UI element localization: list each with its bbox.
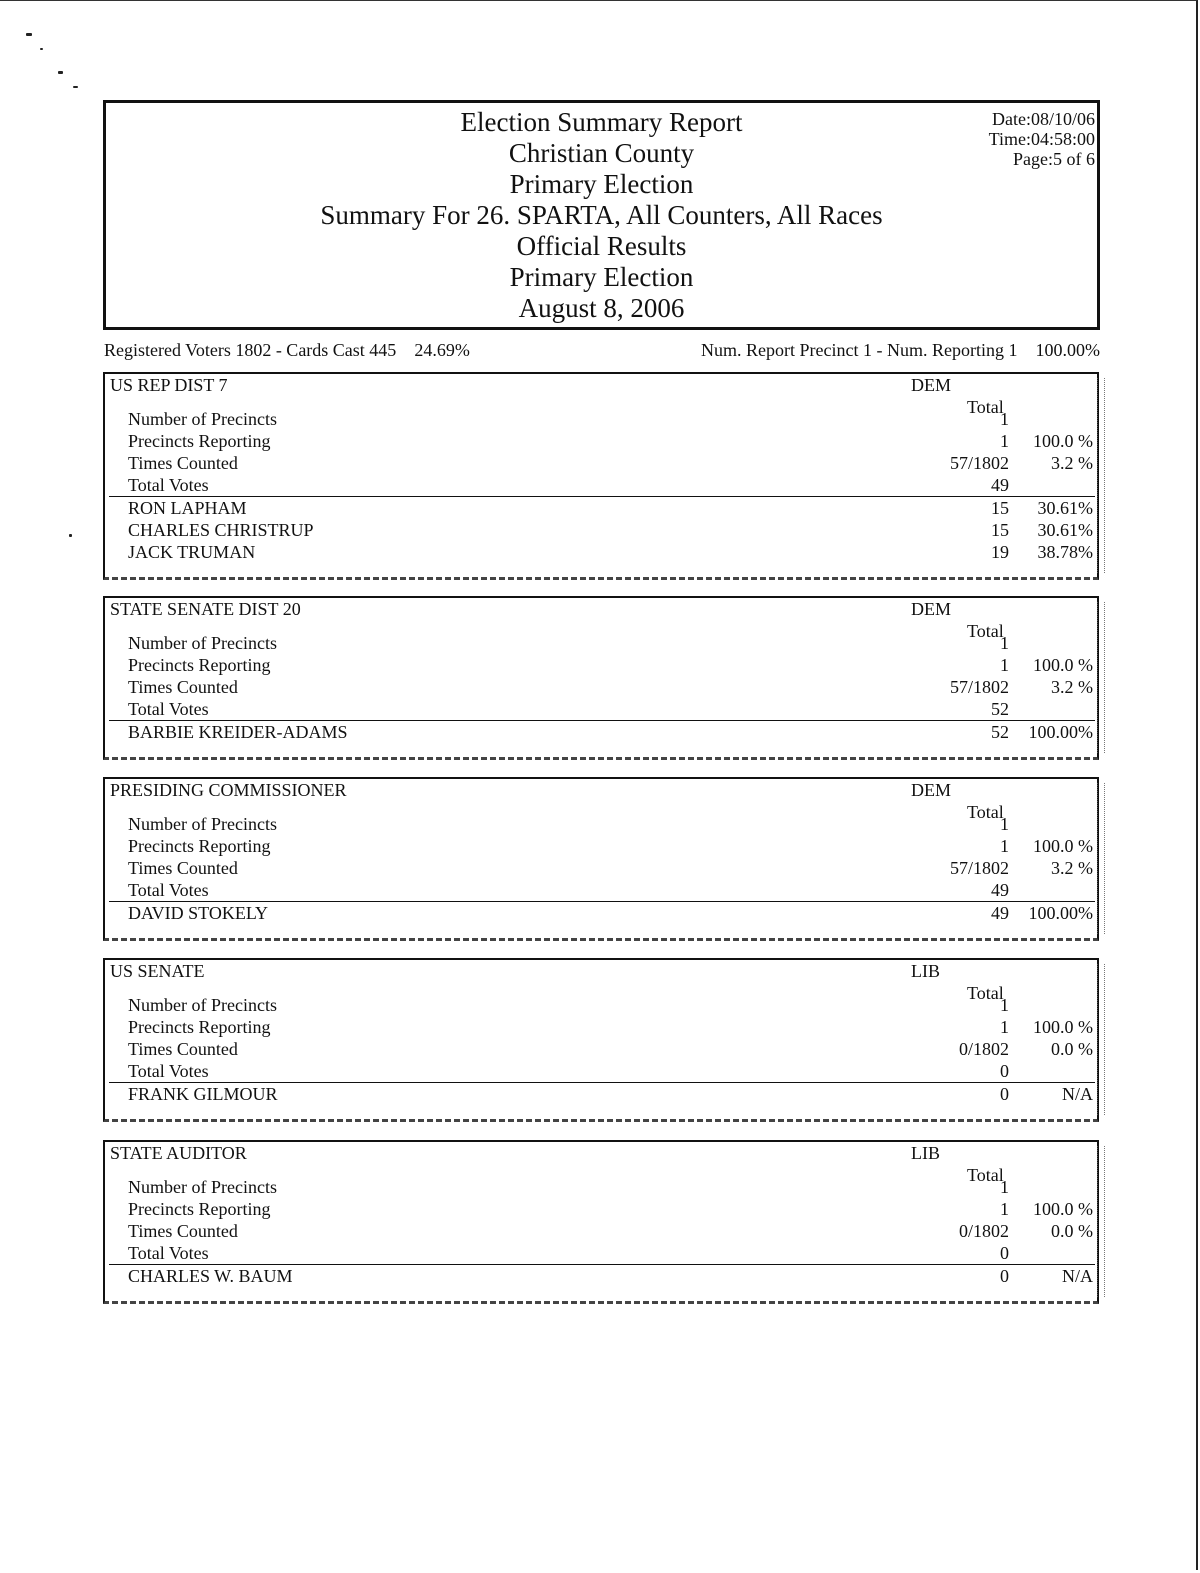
- stat-row: [105, 1220, 1097, 1242]
- stat-row: [105, 1038, 1097, 1060]
- candidate-votes: 0: [1000, 1266, 1009, 1286]
- candidate-row: [105, 902, 1097, 924]
- stat-value: 1: [1000, 409, 1009, 429]
- stat-value: 1: [1000, 1199, 1009, 1219]
- stat-pct: 100.0 %: [1033, 1017, 1093, 1037]
- stat-row: [105, 632, 1097, 654]
- candidate-votes: 52: [991, 722, 1009, 742]
- registered-voters-summary: [104, 340, 470, 361]
- stat-label: Times Counted: [128, 1039, 238, 1059]
- candidate-pct: 100.00%: [1028, 903, 1093, 923]
- candidate-row: [105, 519, 1097, 541]
- stat-label: Number of Precincts: [128, 1177, 277, 1197]
- candidate-name: RON LAPHAM: [128, 498, 247, 518]
- race-section: [103, 1140, 1099, 1304]
- candidate-row: [105, 497, 1097, 519]
- report-title-line: Summary For 26. SPARTA, All Counters, All Races: [320, 200, 883, 230]
- candidate-votes: 49: [991, 903, 1009, 923]
- stat-row: [105, 879, 1097, 901]
- race-party: DEM: [911, 375, 951, 395]
- candidate-votes: 19: [991, 542, 1009, 562]
- stat-row: [105, 1016, 1097, 1038]
- stat-value: 57/1802: [949, 453, 1009, 473]
- stat-value: 52: [991, 699, 1009, 719]
- stat-pct: 0.0 %: [1051, 1221, 1093, 1241]
- stat-value: 1: [1000, 431, 1009, 451]
- candidate-name: FRANK GILMOUR: [128, 1084, 278, 1104]
- stat-label: Times Counted: [128, 1221, 238, 1241]
- stat-row: [105, 430, 1097, 452]
- stat-label: Number of Precincts: [128, 995, 277, 1015]
- stat-pct: 3.2 %: [1051, 677, 1093, 697]
- race-title: PRESIDING COMMISSIONER: [110, 780, 347, 800]
- scan-speck: [58, 71, 63, 74]
- stat-value: 57/1802: [949, 858, 1009, 878]
- candidate-row: [105, 1265, 1097, 1287]
- stat-pct: 100.0 %: [1033, 431, 1093, 451]
- report-title-block: [106, 107, 1097, 324]
- race-title: US SENATE: [110, 961, 205, 981]
- stat-value: 1: [1000, 1177, 1009, 1197]
- stat-row: [105, 654, 1097, 676]
- stat-value: 0: [1000, 1061, 1009, 1081]
- stat-row: [105, 1176, 1097, 1198]
- report-title-line: August 8, 2006: [518, 293, 685, 323]
- stat-row: [105, 474, 1097, 496]
- race-title: STATE AUDITOR: [110, 1143, 247, 1163]
- race-section: [103, 958, 1099, 1122]
- candidate-row: [105, 721, 1097, 743]
- stat-pct: 100.0 %: [1033, 1199, 1093, 1219]
- stat-pct: 0.0 %: [1051, 1039, 1093, 1059]
- stat-label: Total Votes: [128, 1243, 209, 1263]
- report-meta: [989, 109, 1095, 169]
- report-time: Time:04:58:00: [988, 129, 1095, 149]
- stat-value: 1: [1000, 836, 1009, 856]
- race-total-header: Total: [967, 983, 1004, 1003]
- candidate-name: JACK TRUMAN: [128, 542, 256, 562]
- report-date: Date:08/10/06: [992, 109, 1095, 129]
- stat-pct: 100.0 %: [1033, 655, 1093, 675]
- race-total-header: Total: [967, 802, 1004, 822]
- race-title: US REP DIST 7: [110, 375, 228, 395]
- stat-value: 0/1802: [958, 1221, 1009, 1241]
- race-party: DEM: [911, 599, 951, 619]
- scan-speck: [73, 86, 78, 88]
- stat-value: 49: [991, 880, 1009, 900]
- registered-voters-pct: 24.69%: [414, 340, 470, 360]
- candidate-name: BARBIE KREIDER-ADAMS: [128, 722, 348, 742]
- candidate-row: [105, 1083, 1097, 1105]
- precinct-reporting-text: Num. Report Precinct 1 - Num. Reporting 1: [701, 340, 1018, 360]
- candidate-pct: 30.61%: [1037, 520, 1093, 540]
- report-title-line: Christian County: [508, 138, 695, 168]
- candidate-pct: 38.78%: [1037, 542, 1093, 562]
- race-total-header: Total: [967, 621, 1004, 641]
- race-party: LIB: [911, 961, 940, 981]
- report-title-line: Primary Election: [509, 169, 694, 199]
- race-title: STATE SENATE DIST 20: [110, 599, 301, 619]
- stat-value: 1: [1000, 1017, 1009, 1037]
- stat-value: 0/1802: [958, 1039, 1009, 1059]
- precinct-reporting-summary: [701, 340, 1100, 361]
- scan-speck: [69, 534, 72, 537]
- race-section: [103, 777, 1099, 941]
- scan-speck: [26, 33, 32, 36]
- stat-value: 1: [1000, 655, 1009, 675]
- candidate-votes: 15: [991, 498, 1009, 518]
- stat-label: Total Votes: [128, 699, 209, 719]
- stat-value: 49: [991, 475, 1009, 495]
- candidate-name: CHARLES W. BAUM: [128, 1266, 293, 1286]
- stat-label: Number of Precincts: [128, 633, 277, 653]
- report-page: Page:5 of 6: [1013, 149, 1095, 169]
- stat-pct: 100.0 %: [1033, 836, 1093, 856]
- candidate-name: CHARLES CHRISTRUP: [128, 520, 314, 540]
- candidate-pct: 100.00%: [1028, 722, 1093, 742]
- stat-label: Times Counted: [128, 858, 238, 878]
- stat-row: [105, 1242, 1097, 1264]
- stat-row: [105, 452, 1097, 474]
- stat-label: Total Votes: [128, 1061, 209, 1081]
- candidate-row: [105, 541, 1097, 563]
- stat-pct: 3.2 %: [1051, 858, 1093, 878]
- candidate-pct: N/A: [1062, 1084, 1093, 1104]
- stat-label: Times Counted: [128, 677, 238, 697]
- candidate-votes: 0: [1000, 1084, 1009, 1104]
- stat-label: Total Votes: [128, 880, 209, 900]
- stat-row: [105, 813, 1097, 835]
- stat-value: 57/1802: [949, 677, 1009, 697]
- report-title-line: Official Results: [516, 231, 687, 261]
- stat-row: [105, 408, 1097, 430]
- stat-value: 0: [1000, 1243, 1009, 1263]
- candidate-name: DAVID STOKELY: [128, 903, 269, 923]
- candidate-pct: 30.61%: [1037, 498, 1093, 518]
- stat-label: Times Counted: [128, 453, 238, 473]
- race-section: [103, 372, 1099, 580]
- stat-row: [105, 676, 1097, 698]
- stat-label: Precincts Reporting: [128, 1199, 271, 1219]
- race-party: LIB: [911, 1143, 940, 1163]
- stat-pct: 3.2 %: [1051, 453, 1093, 473]
- stat-row: [105, 1198, 1097, 1220]
- stat-row: [105, 1060, 1097, 1082]
- stat-label: Number of Precincts: [128, 814, 277, 834]
- stat-label: Precincts Reporting: [128, 655, 271, 675]
- race-section: [103, 596, 1099, 760]
- candidate-pct: N/A: [1062, 1266, 1093, 1286]
- stat-row: [105, 698, 1097, 720]
- precinct-reporting-pct: 100.00%: [1035, 340, 1100, 360]
- stat-value: 1: [1000, 995, 1009, 1015]
- stat-row: [105, 857, 1097, 879]
- stat-label: Number of Precincts: [128, 409, 277, 429]
- report-title-line: Primary Election: [509, 262, 694, 292]
- stat-value: 1: [1000, 814, 1009, 834]
- candidate-votes: 15: [991, 520, 1009, 540]
- stat-row: [105, 835, 1097, 857]
- registered-voters-text: Registered Voters 1802 - Cards Cast 445: [104, 340, 397, 360]
- race-total-header: Total: [967, 1165, 1004, 1185]
- race-total-header: Total: [967, 397, 1004, 417]
- race-party: DEM: [911, 780, 951, 800]
- stat-label: Precincts Reporting: [128, 431, 271, 451]
- stat-label: Precincts Reporting: [128, 1017, 271, 1037]
- report-header: [103, 100, 1100, 330]
- stat-value: 1: [1000, 633, 1009, 653]
- stat-label: Total Votes: [128, 475, 209, 495]
- stat-row: [105, 994, 1097, 1016]
- report-title-line: Election Summary Report: [460, 107, 743, 137]
- stat-label: Precincts Reporting: [128, 836, 271, 856]
- scan-speck: [40, 48, 43, 50]
